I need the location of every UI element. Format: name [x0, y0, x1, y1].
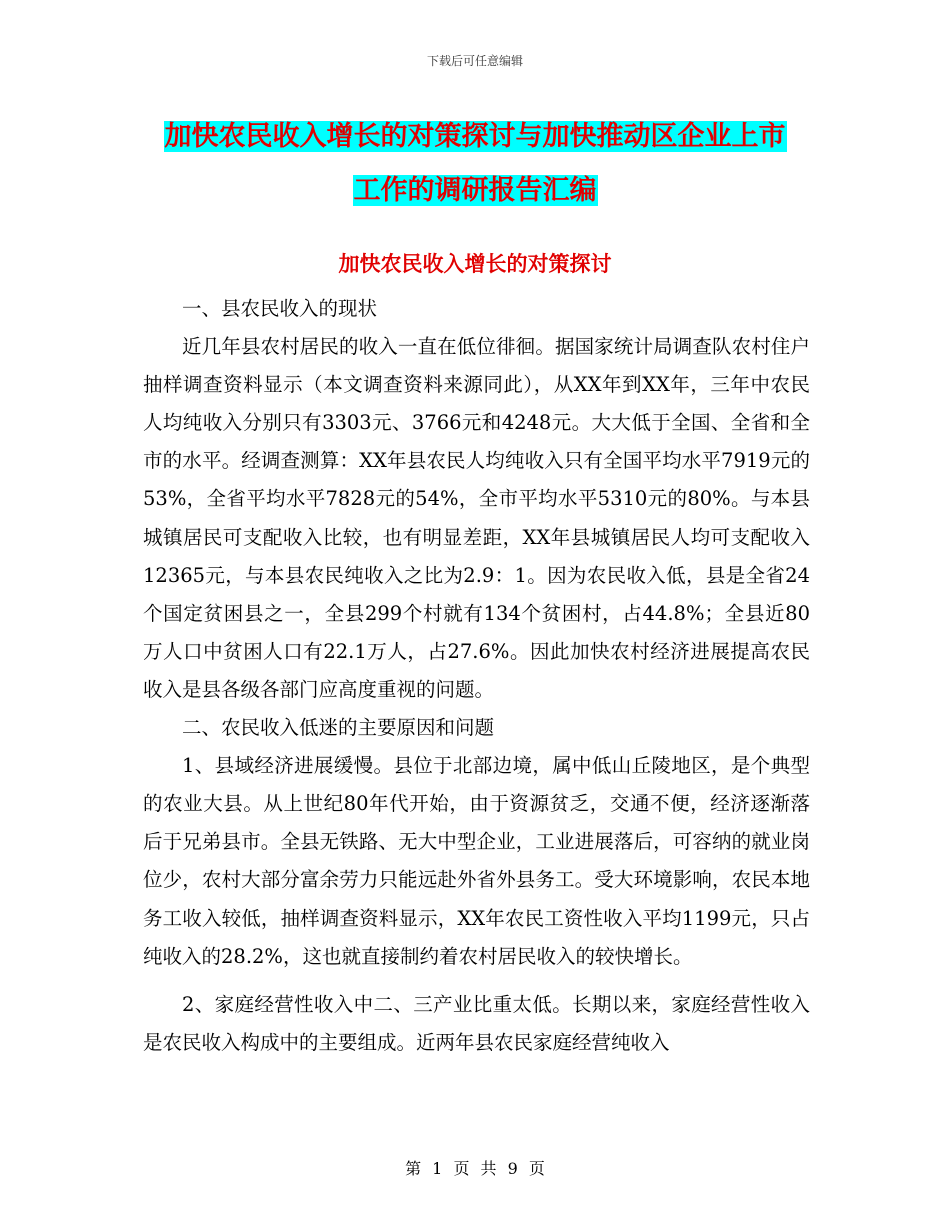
document-body: [143, 290, 810, 1062]
page-footer: 第 1 页 共 9 页: [405, 1159, 545, 1178]
paragraph-household-income: 2、家庭经营性收入中二、三产业比重太低。长期以来，家庭经营性收入是农民收入构成中的主要组成。近两年县农民家庭经营纯收入: [143, 992, 810, 1054]
document-title: [0, 110, 950, 218]
document-title-line-1: 加快农民收入增长的对策探讨与加快推动区企业上市: [164, 121, 786, 152]
paragraph-income-status: 近几年县农村居民的收入一直在低位徘徊。据国家统计局调查队农村住户抽样调查资料显示（本文调查资料来源同此），从XX年到XX年，三年中农民人均纯收入分别只有3303元、3766元和4248元。大大低于全国、全省和全市的水平。经调查测算：XX年县农民人均纯收入只有全国平均水平7919元的53%，全省平均水平7828元的54%，全市平均水平5310元的80%。与本县城镇居民可支配收入比较，也有明显差距，XX年县城镇居民人均可支配收入12365元，与本县农民纯收入之比为2.9：1。因为农民收入低，县是全省24个国定贫困县之一，全县299个村就有134个贫困村，占44.8%；全县近80万人口中贫困人口有22.1万人，占27.6%。因此加快农村经济进展提高农民收入是县各级各部门应高度重视的问题。: [143, 335, 810, 701]
heading-current-status: 一、县农民收入的现状: [182, 297, 378, 320]
paragraph-county-economy: 1、县域经济进展缓慢。县位于北部边境，属中低山丘陵地区，是个典型的农业大县。从上世纪80年代开始，由于资源贫乏，交通不便，经济逐渐落后于兄弟县市。全县无铁路、无大中型企业，工业进展落后，可容纳的就业岗位少，农村大部分富余劳力只能远赴外省外县务工。受大环境影响，农民本地务工收入较低，抽样调查资料显示，XX年农民工资性收入平均1199元，只占纯收入的28.2%，这也就直接制约着农村居民收入的较快增长。: [143, 754, 810, 968]
document-title-line-2: 工作的调研报告汇编: [353, 175, 597, 206]
page-header-note: 下载后可任意编辑: [426, 54, 523, 68]
heading-main-causes: 二、农民收入低迷的主要原因和问题: [182, 716, 495, 740]
section-title: 加快农民收入增长的对策探讨: [338, 252, 612, 276]
